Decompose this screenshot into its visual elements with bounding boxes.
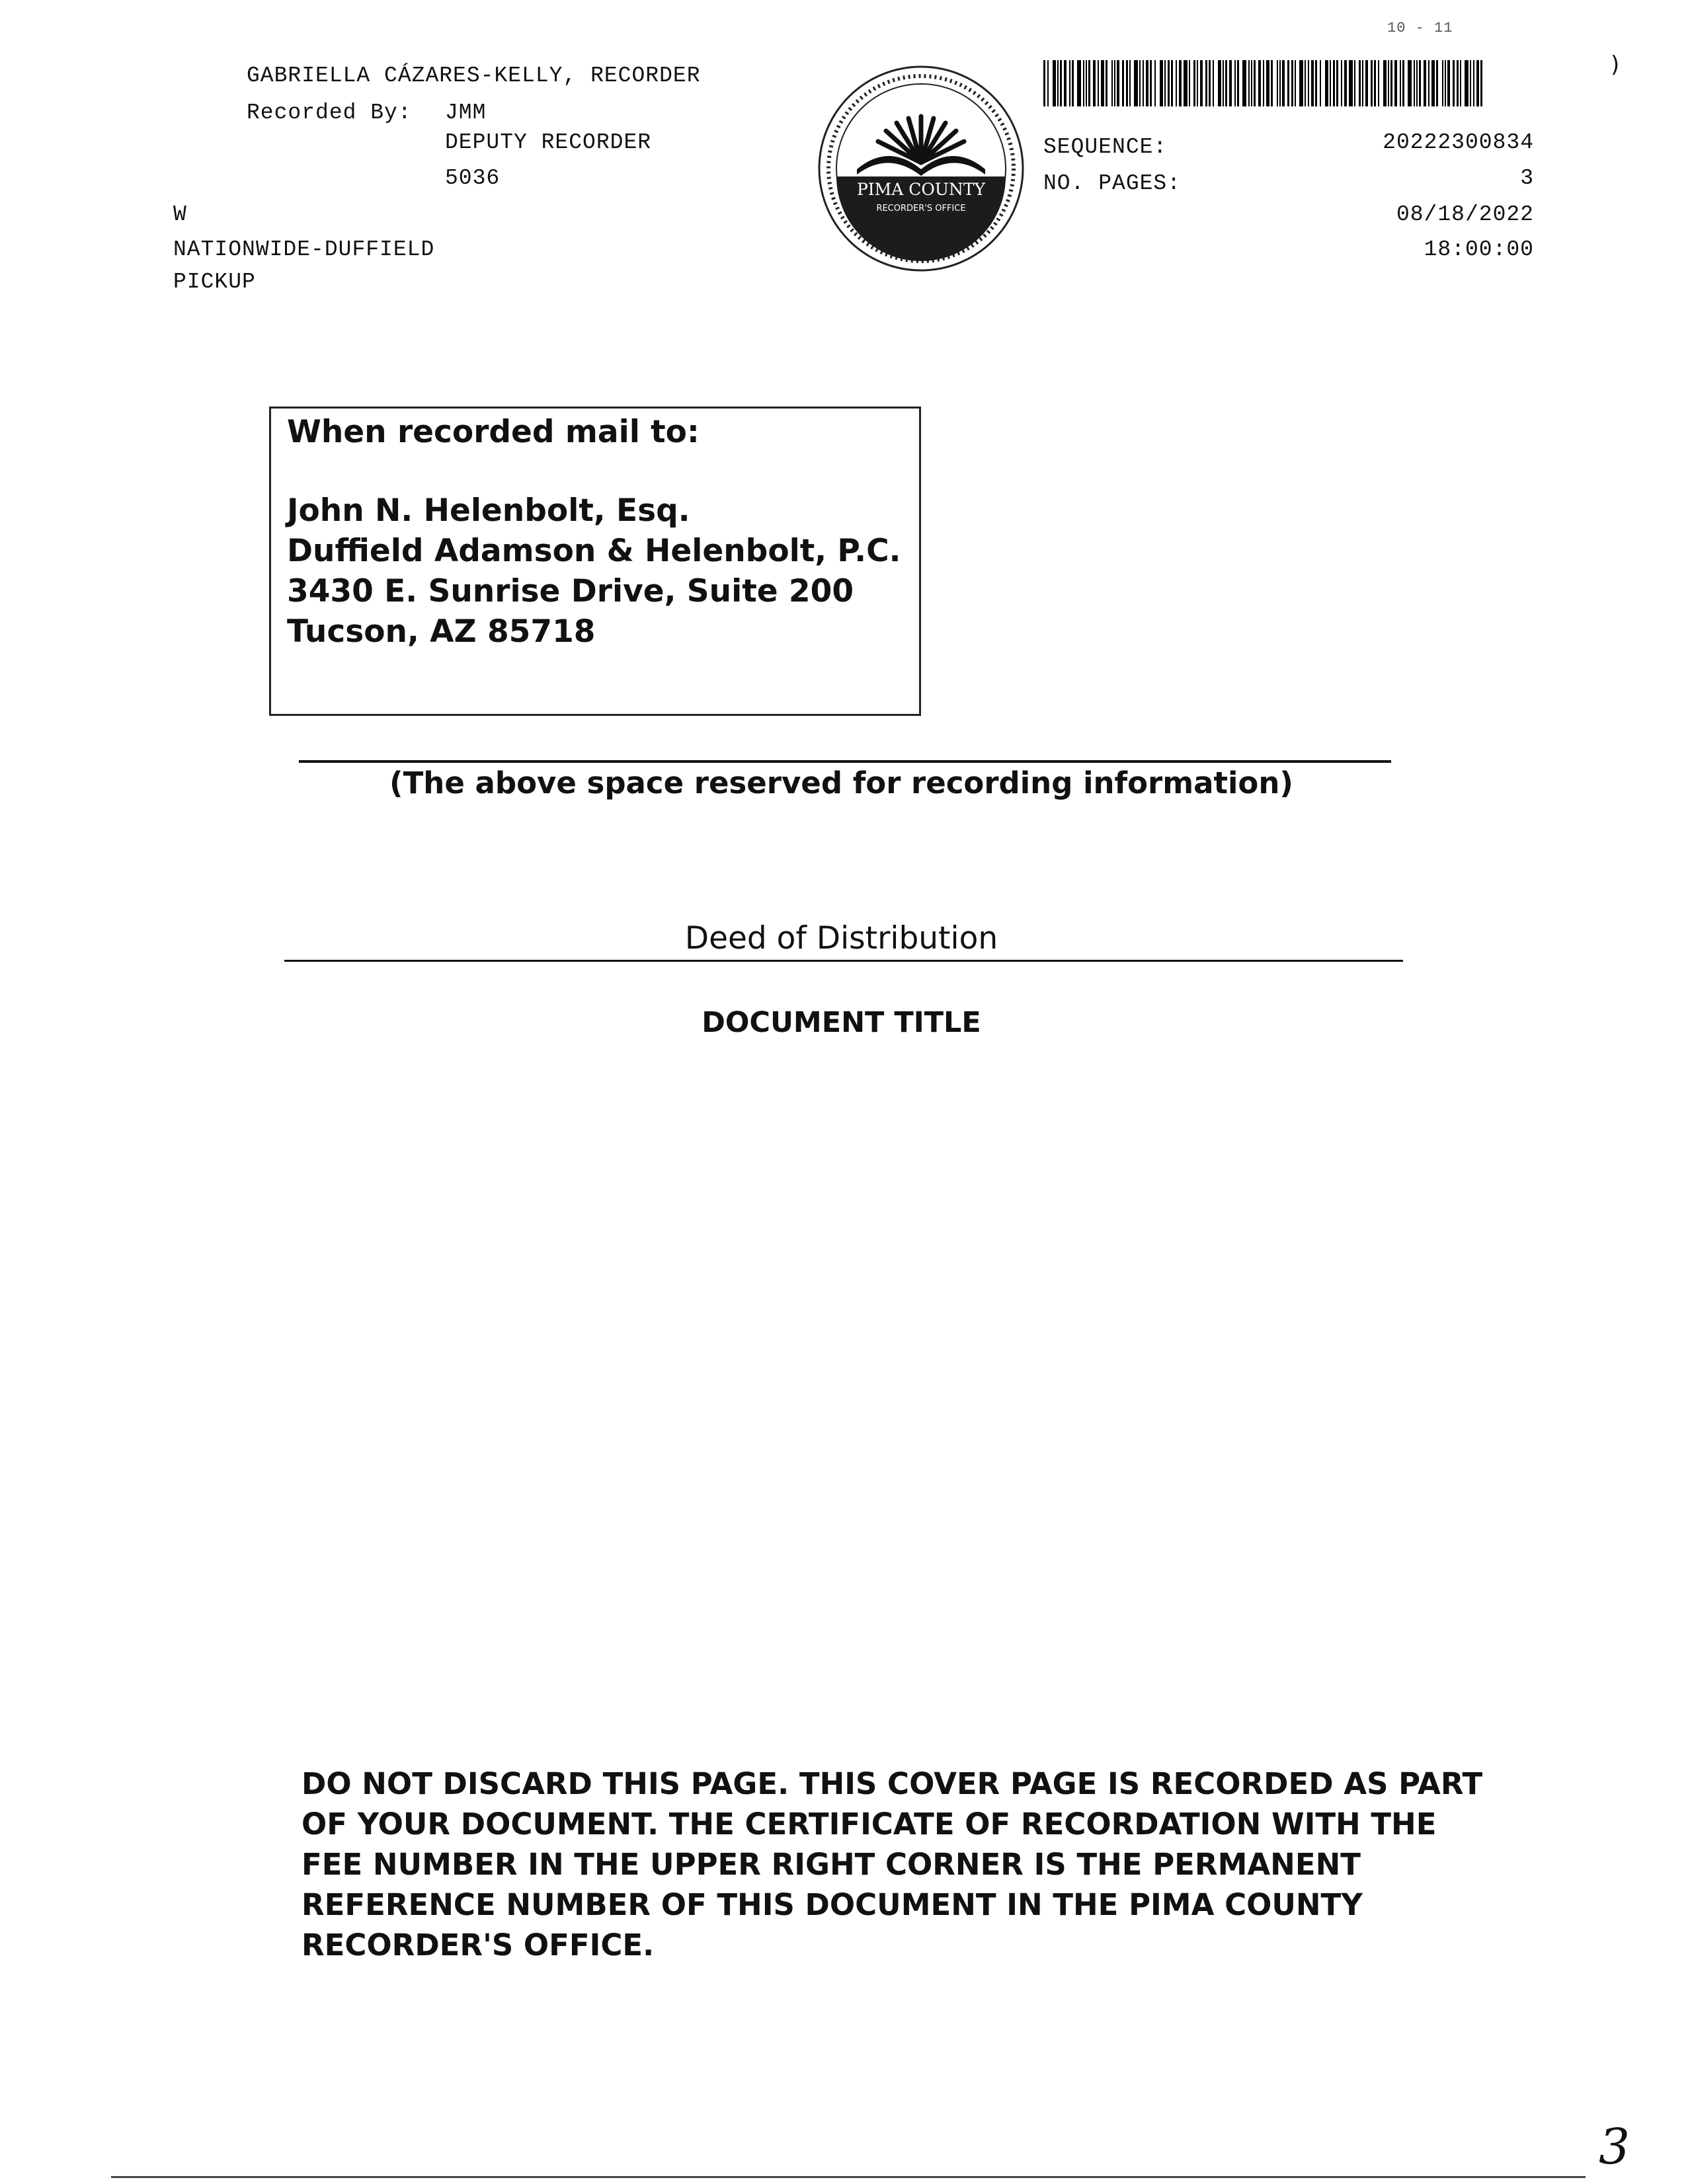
handwritten-page-number: 3 — [1599, 2119, 1630, 2175]
record-code: W — [173, 202, 187, 227]
title-underline — [284, 960, 1403, 962]
notice-line: OF YOUR DOCUMENT. THE CERTIFICATE OF RECORDATION WITH THE — [302, 1807, 1437, 1842]
sequence-label: SEQUENCE: — [1043, 135, 1168, 159]
pages-label: NO. PAGES: — [1043, 171, 1182, 196]
seal-line-2: RECORDER'S OFFICE — [876, 204, 966, 214]
seal-line-1: PIMA COUNTY — [856, 180, 986, 199]
reserved-note: (The above space reserved for recording information) — [389, 765, 1293, 800]
recorded-by-value: JMM — [445, 100, 487, 125]
top-marks: 10 - 11 — [1387, 20, 1453, 36]
pima-county-seal — [816, 63, 1026, 274]
deputy-title: DEPUTY RECORDER — [445, 130, 652, 155]
mail-to-box — [269, 407, 921, 716]
sequence-value: 20222300834 — [1383, 130, 1534, 155]
record-date: 08/18/2022 — [1396, 202, 1534, 227]
deputy-number: 5036 — [445, 166, 501, 190]
record-time: 18:00:00 — [1424, 237, 1534, 262]
notice-line: FEE NUMBER IN THE UPPER RIGHT CORNER IS THE PERMANENT — [302, 1847, 1361, 1882]
delivery-method: PICKUP — [173, 270, 256, 294]
recorder-name: GABRIELLA CÁZARES-KELLY, RECORDER — [247, 63, 701, 88]
discard-notice — [302, 1764, 1483, 1965]
paren-mark: ) — [1611, 52, 1620, 78]
notice-line: RECORDER'S OFFICE. — [302, 1928, 655, 1963]
mail-to-title: When recorded mail to: — [287, 414, 700, 450]
mail-to-line: 3430 E. Sunrise Drive, Suite 200 — [287, 573, 854, 609]
mail-to-line: Tucson, AZ 85718 — [287, 613, 596, 650]
document-title-label: DOCUMENT TITLE — [702, 1006, 981, 1039]
barcode — [1043, 60, 1488, 106]
reserved-divider — [299, 760, 1391, 763]
mail-to-line: Duffield Adamson & Helenbolt, P.C. — [287, 533, 901, 569]
submitter-name: NATIONWIDE-DUFFIELD — [173, 237, 435, 262]
notice-line: DO NOT DISCARD THIS PAGE. THIS COVER PAGE IS RECORDED AS PART — [302, 1766, 1483, 1801]
pages-value: 3 — [1520, 166, 1534, 190]
bottom-scan-line — [111, 2176, 1586, 2178]
document-title-value: Deed of Distribution — [684, 920, 998, 956]
mail-to-line: John N. Helenbolt, Esq. — [287, 492, 690, 529]
recorded-by-label: Recorded By: — [247, 100, 412, 125]
notice-line: REFERENCE NUMBER OF THIS DOCUMENT IN THE PIMA COUNTY — [302, 1887, 1363, 1922]
